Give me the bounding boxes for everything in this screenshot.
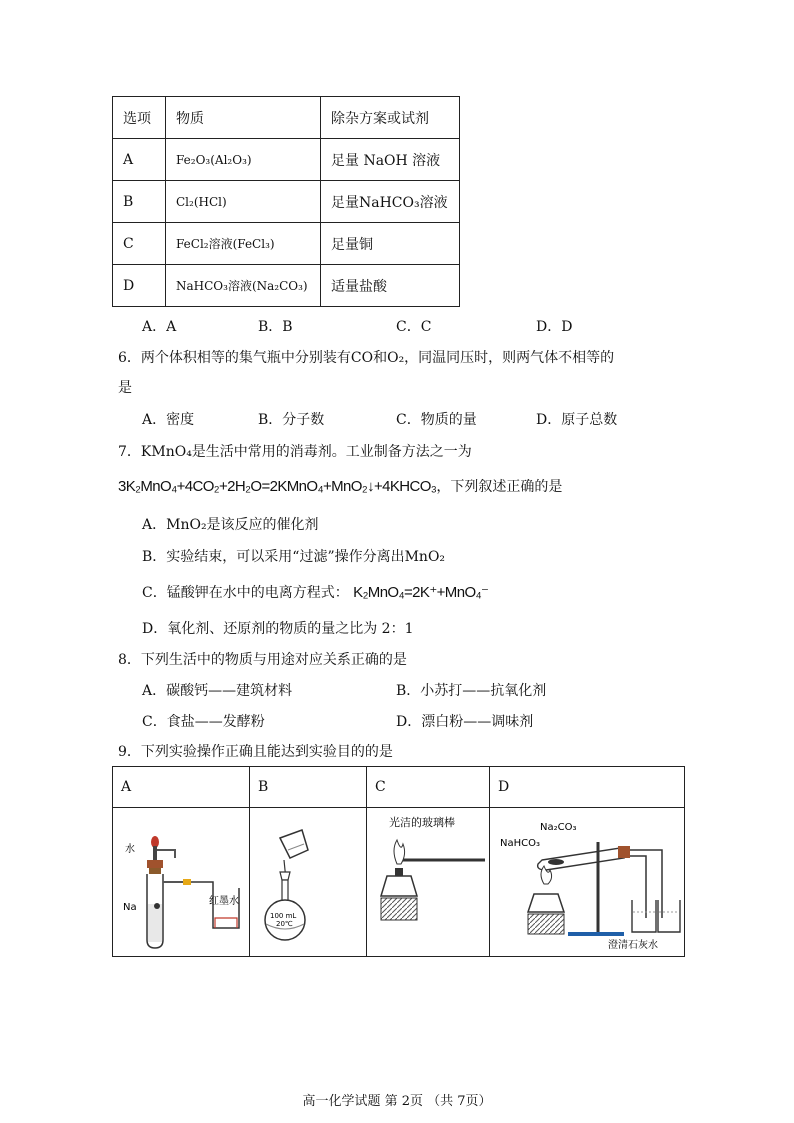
label-water: 水 <box>125 844 135 855</box>
q6-choice-a: A．密度 <box>142 412 195 428</box>
q5-choice-d: D．D <box>536 319 573 335</box>
q7-choice-c-text: C．锰酸钾在水中的电离方程式： <box>142 585 349 601</box>
flask-neck <box>282 880 288 902</box>
row-substance: Cl₂(HCl) <box>166 181 321 223</box>
funnel-top <box>280 872 290 880</box>
q9-apparatus-d <box>490 808 685 957</box>
header-option: 选项 <box>113 97 166 139</box>
table-row <box>113 181 460 223</box>
q5-options-table <box>112 96 460 307</box>
header-substance: 物质 <box>166 97 321 139</box>
q8-choice-d: D．漂白粉——调味剂 <box>396 714 534 730</box>
table-row <box>113 223 460 265</box>
table-row <box>113 139 460 181</box>
q7-choice-c <box>142 582 488 602</box>
row-option: D <box>113 265 166 307</box>
q7-choice-a: A．MnO₂是该反应的催化剂 <box>142 517 319 533</box>
table-row <box>113 265 460 307</box>
q6-stem-line1: 6．两个体积相等的集气瓶中分别装有CO和O₂，同温同压时，则两气体不相等的 <box>118 350 615 366</box>
q8-choice-b: B．小苏打——抗氧化剂 <box>396 683 547 699</box>
row-substance: FeCl₂溶液(FeCl₃) <box>166 223 321 265</box>
label-limewater: 澄清石灰水 <box>608 940 658 951</box>
red-ink <box>215 918 237 928</box>
alcohol-lamp <box>381 876 417 896</box>
tube-stopper <box>618 846 630 858</box>
q7-stem-line1: 7．KMnO₄是生活中常用的消毒剂。工业制备方法之一为 <box>118 444 472 460</box>
wooden-block-d <box>528 914 564 934</box>
stopper-top <box>147 860 163 868</box>
flame-test-apparatus <box>367 808 489 952</box>
q8-stem: 8．下列生活中的物质与用途对应关系正确的是 <box>118 652 407 668</box>
label-na: Na <box>123 902 137 913</box>
row-reagent: 适量盐酸 <box>321 265 460 307</box>
q9-stem: 9．下列实验操作正确且能达到实验目的的是 <box>118 744 393 760</box>
solid-sample <box>548 859 564 865</box>
water-in-tube <box>148 904 162 942</box>
label-20c: 20℃ <box>276 920 293 928</box>
q9-header-a: A <box>113 767 250 808</box>
q7-equation: 3K₂MnO₄+4CO₂+2H₂O=2KMnO₄+MnO₂↓+4KHCO₃ <box>118 478 437 495</box>
row-reagent: 足量铜 <box>321 223 460 265</box>
label-glass-rod: 光洁的玻璃棒 <box>389 816 455 829</box>
row-reagent: 足量NaHCO₃溶液 <box>321 181 460 223</box>
table-header-row <box>113 97 460 139</box>
lamp-wick <box>395 868 403 876</box>
q9-apparatus-b <box>250 808 367 957</box>
q9-header-c: C <box>367 767 490 808</box>
q7-choice-c-equation: K₂MnO₄=2K⁺+MnO₄⁻ <box>353 584 489 601</box>
row-option: A <box>113 139 166 181</box>
beaker-1 <box>632 900 656 932</box>
row-substance: Fe₂O₃(Al₂O₃) <box>166 139 321 181</box>
sodium-water-apparatus <box>113 808 249 952</box>
volumetric-flask-apparatus <box>250 808 366 952</box>
row-reagent: 足量 NaOH 溶液 <box>321 139 460 181</box>
q6-choice-b: B．分子数 <box>258 412 325 428</box>
row-substance: NaHCO₃溶液(Na₂CO₃) <box>166 265 321 307</box>
header-reagent: 除杂方案或试剂 <box>321 97 460 139</box>
label-na2co3: Na₂CO₃ <box>540 822 577 833</box>
q8-choice-c: C．食盐——发酵粉 <box>142 714 265 730</box>
q7-equation-line <box>118 476 562 496</box>
flame <box>394 840 405 864</box>
sodium-piece <box>154 903 160 909</box>
q7-choice-d: D．氧化剂、还原剂的物质的量之比为 2：1 <box>142 621 414 637</box>
label-nahco3: NaHCO₃ <box>500 838 540 849</box>
q9-picture-row <box>113 808 685 957</box>
stand-base <box>568 932 624 936</box>
row-option: C <box>113 223 166 265</box>
q9-header-b: B <box>250 767 367 808</box>
side-pipe <box>157 850 175 858</box>
wooden-block <box>381 898 417 920</box>
q5-choice-b: B．B <box>258 319 293 335</box>
label-red-ink: 红墨水 <box>209 896 239 907</box>
outer-test-tube <box>538 848 624 870</box>
q7-stem-tail: ，下列叙述正确的是 <box>436 479 563 495</box>
q5-choice-c: C．C <box>396 319 432 335</box>
q5-choice-a: A．A <box>142 319 177 335</box>
page-footer: 高一化学试题 第 2页 （共 7页） <box>302 1094 492 1109</box>
label-100ml: 100 mL <box>270 912 297 920</box>
alcohol-lamp-d <box>528 894 564 912</box>
q9-apparatus-a <box>113 808 250 957</box>
q6-choice-c: C．物质的量 <box>396 412 477 428</box>
row-option: B <box>113 181 166 223</box>
q6-stem-line2: 是 <box>118 380 132 396</box>
q8-choice-a: A．碳酸钙——建筑材料 <box>142 683 293 699</box>
carbonate-heating-apparatus <box>490 808 684 952</box>
rubber-joint <box>183 879 191 885</box>
q9-header-d: D <box>490 767 685 808</box>
q9-header-row <box>113 767 685 808</box>
q7-choice-b: B．实验结束，可以采用“过滤”操作分离出MnO₂ <box>142 549 446 565</box>
q6-choice-d: D．原子总数 <box>536 412 618 428</box>
q9-apparatus-c <box>367 808 490 957</box>
q9-experiment-table <box>112 766 685 957</box>
